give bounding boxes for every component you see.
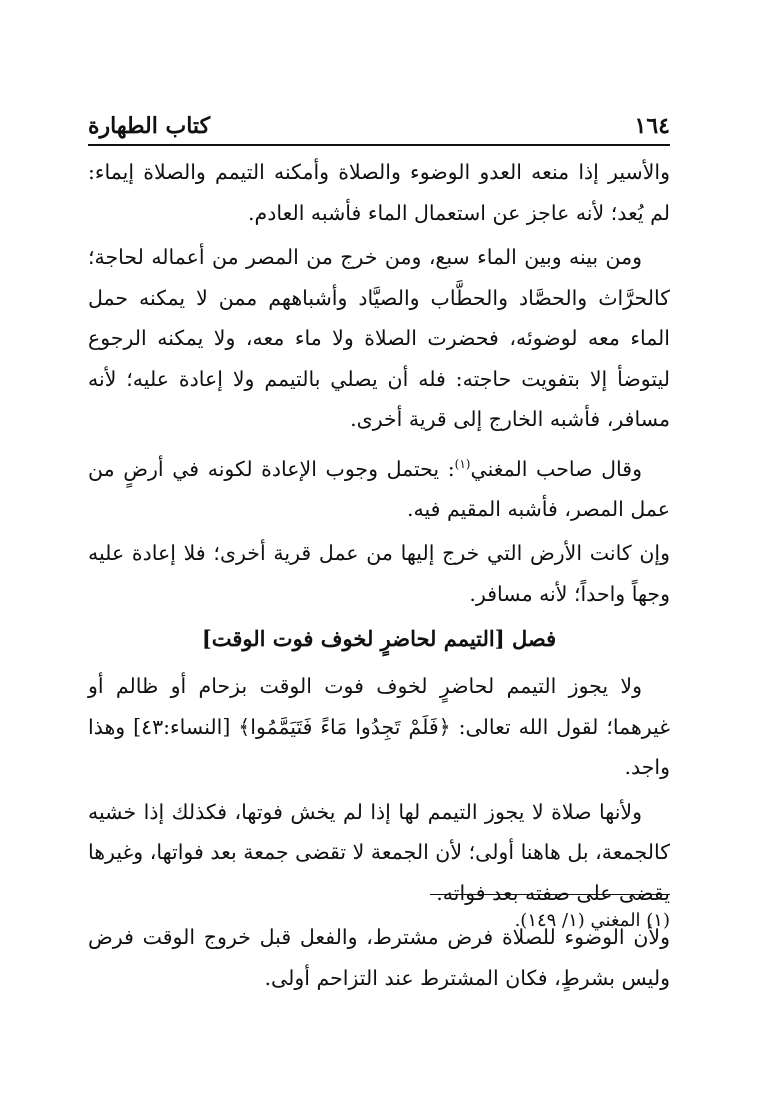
paragraph-ablution-condition: ولأن الوضوء للصلاة فرض مشترط، والفعل قبل خروج الوقت فرض وليس بشرطٍ، فكان المشترط عند التزاحم أولى. [88,925,670,990]
paragraph-no-tayammum: ولا يجوز التيمم لحاضرٍ لخوف فوت الوقت بزحام أو ظالم أو غيرهما؛ لقول الله تعالى: ﴿فَلَمْ تَجِدُوا مَاءً فَتَيَمَّمُوا﴾ [النساء:٤٣] وهذا واجد. [88,674,670,780]
book-page [88,108,670,1002]
paragraph-prisoner: والأسير إذا منعه العدو الوضوء والصلاة وأمكنه التيمم والصلاة إيماء: لم يُعد؛ لأنه عاجز عن استعمال الماء فأشبه العادم. [88,160,670,225]
mughni-text-start: وقال صاحب المغني [470,456,642,481]
paragraph-other-village: وإن كانت الأرض التي خرج إليها من عمل قرية أخرى؛ فلا إعادة عليه وجهاً واحداً؛ لأنه مسافر. [88,541,670,606]
paragraph-mughni [88,444,670,530]
mughni-text-end: : يحتمل وجوب الإعادة لكونه في أرضٍ من عمل المصر، فأشبه المقيم فيه. [88,456,670,521]
section-heading: فصل [التيمم لحاضرٍ لخوف فوت الوقت] [201,626,557,652]
running-head [88,108,670,144]
paragraph-outside-city: ومن بينه وبين الماء سبع، ومن خرج من المصر من أعماله لحاجة؛ كالحرَّاث والحصَّاد والحطَّاب والصيَّاد وأشباههم ممن لا يمكنه حمل الماء معه لوضوئه، فحضرت الصلاة ولا ماء معه، ولا يمكنه الرجوع ليتوضأ إلا بتفويت حاجته: فله أن يصلي بالتيمم ولا إعادة عليه؛ لأنه مسافر، فأشبه الخارج إلى قرية أخرى. [88,245,670,431]
paragraph-friday-analogy: ولأنها صلاة لا يجوز التيمم لها إذا لم يخش فوتها، فكذلك إذا خشيه كالجمعة، بل هاهنا أولى؛ لأن الجمعة لا تقضى جمعة بعد فواتها، وغيرها يقضى على صفته بعد فواته. [88,799,670,905]
page-number: ١٦٤ [634,113,670,139]
footnote-reference[interactable]: (١) [454,456,471,471]
header-rule [88,144,670,146]
footnote: (١) المغني (١/ ١٤٩). [514,910,670,931]
footnote-rule [430,894,670,895]
chapter-title: كتاب الطهارة [88,113,211,139]
